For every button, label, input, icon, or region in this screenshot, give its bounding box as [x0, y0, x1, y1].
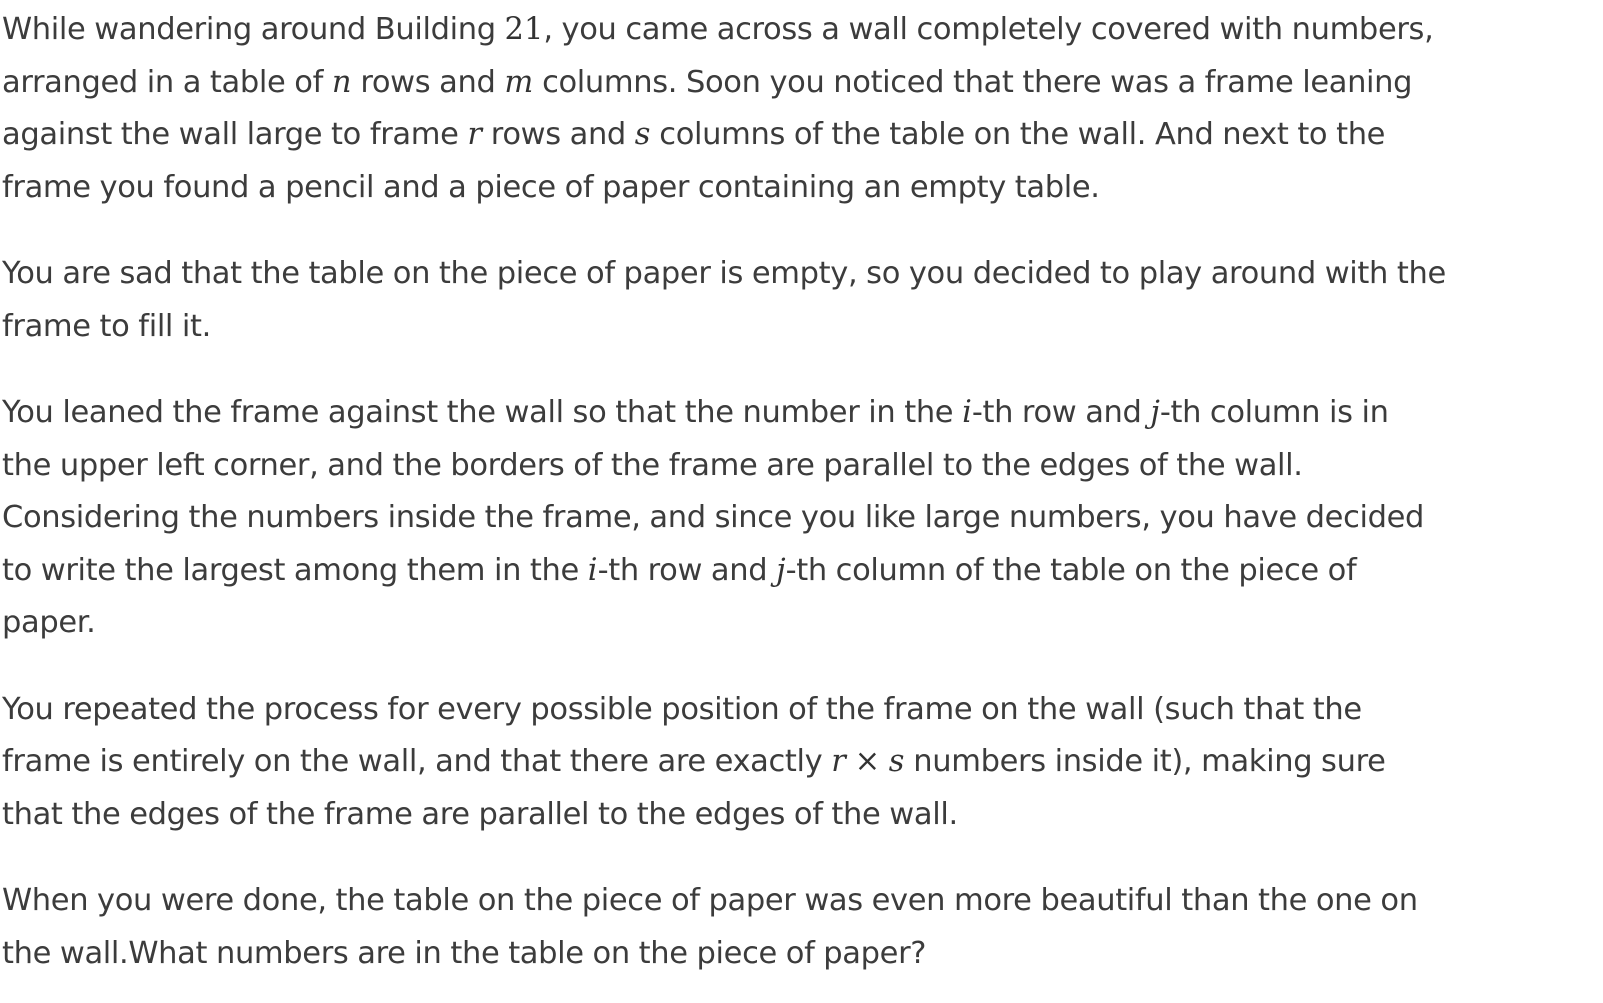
text-run: -th row and: [597, 552, 777, 588]
paragraph-frame-position: [2, 387, 1598, 650]
paragraph-repeat: [2, 684, 1598, 842]
text-run: rows and: [351, 64, 505, 100]
paragraph-sad: [2, 248, 1598, 353]
text-run: , you came across a wall completely covered with numbers,: [543, 12, 1434, 47]
text-run: to write the largest among them in the: [2, 552, 588, 588]
text-line: [2, 789, 1598, 842]
text-line: [2, 387, 1598, 440]
text-line: [2, 875, 1598, 928]
text-line: [2, 736, 1598, 789]
text-run: Considering the numbers inside the frame, and since you like large numbers, you have decided: [2, 500, 1425, 535]
math-variable: i: [962, 395, 972, 430]
math-variable: s: [888, 744, 905, 779]
text-run: You leaned the frame against the wall so that the number in the: [2, 395, 963, 430]
text-run: -th column of the table on the piece of: [785, 552, 1357, 588]
text-line: [2, 684, 1598, 737]
text-run: columns. Soon you noticed that there was a frame leaning: [533, 64, 1413, 100]
problem-statement: [2, 4, 1598, 980]
text-run: frame to fill it.: [2, 308, 211, 344]
math-variable: j: [776, 552, 786, 588]
text-line: [2, 301, 1598, 354]
text-run: against the wall large to frame: [2, 117, 468, 152]
paragraph-gap: [2, 841, 1598, 875]
paragraph-gap: [2, 650, 1598, 684]
math-variable: r: [467, 117, 482, 152]
text-run: that the edges of the frame are parallel to the edges of the wall.: [2, 796, 958, 832]
text-run: columns of the table on the wall. And next to the: [650, 117, 1386, 152]
math-operator: ×: [854, 744, 880, 779]
paragraph-gap: [2, 353, 1598, 387]
math-variable: m: [504, 64, 534, 100]
text-run: -th row and: [971, 395, 1151, 430]
text-line: [2, 4, 1598, 57]
text-run: -th column is in: [1159, 395, 1389, 430]
math-number: 21: [504, 12, 544, 47]
text-run: frame you found a pencil and a piece of paper containing an empty table.: [2, 169, 1100, 205]
text-run: paper.: [2, 605, 96, 640]
text-line: [2, 109, 1598, 162]
text-line: [2, 162, 1598, 215]
text-line: [2, 57, 1598, 110]
text-line: [2, 440, 1598, 493]
text-run: rows and: [481, 117, 635, 152]
math-variable: r: [831, 744, 846, 779]
text-run: While wandering around Building: [2, 12, 505, 47]
text-run: arranged in a table of: [2, 64, 332, 100]
paragraph-gap: [2, 214, 1598, 248]
math-variable: s: [634, 117, 651, 152]
text-line: [2, 492, 1598, 545]
text-run: You repeated the process for every possible position of the frame on the wall (such that the: [2, 691, 1362, 727]
text-run: the wall.What numbers are in the table on the piece of paper?: [2, 935, 927, 971]
text-line: [2, 928, 1598, 981]
text-run: When you were done, the table on the piece of paper was even more beautiful than the one on: [2, 883, 1418, 918]
paragraph-intro: [2, 4, 1598, 214]
math-variable: i: [587, 552, 598, 588]
paragraph-question: [2, 875, 1598, 980]
math-variable: n: [331, 64, 352, 100]
text-run: You are sad that the table on the piece of paper is empty, so you decided to play around with the: [2, 256, 1446, 291]
text-run: frame is entirely on the wall, and that there are exactly: [2, 744, 832, 779]
math-variable: j: [1150, 395, 1160, 430]
text-line: [2, 248, 1598, 301]
text-line: [2, 597, 1598, 650]
text-line: [2, 545, 1598, 598]
text-run: numbers inside it), making sure: [904, 744, 1386, 779]
text-run: the upper left corner, and the borders of the frame are parallel to the edges of the wall.: [2, 447, 1303, 483]
